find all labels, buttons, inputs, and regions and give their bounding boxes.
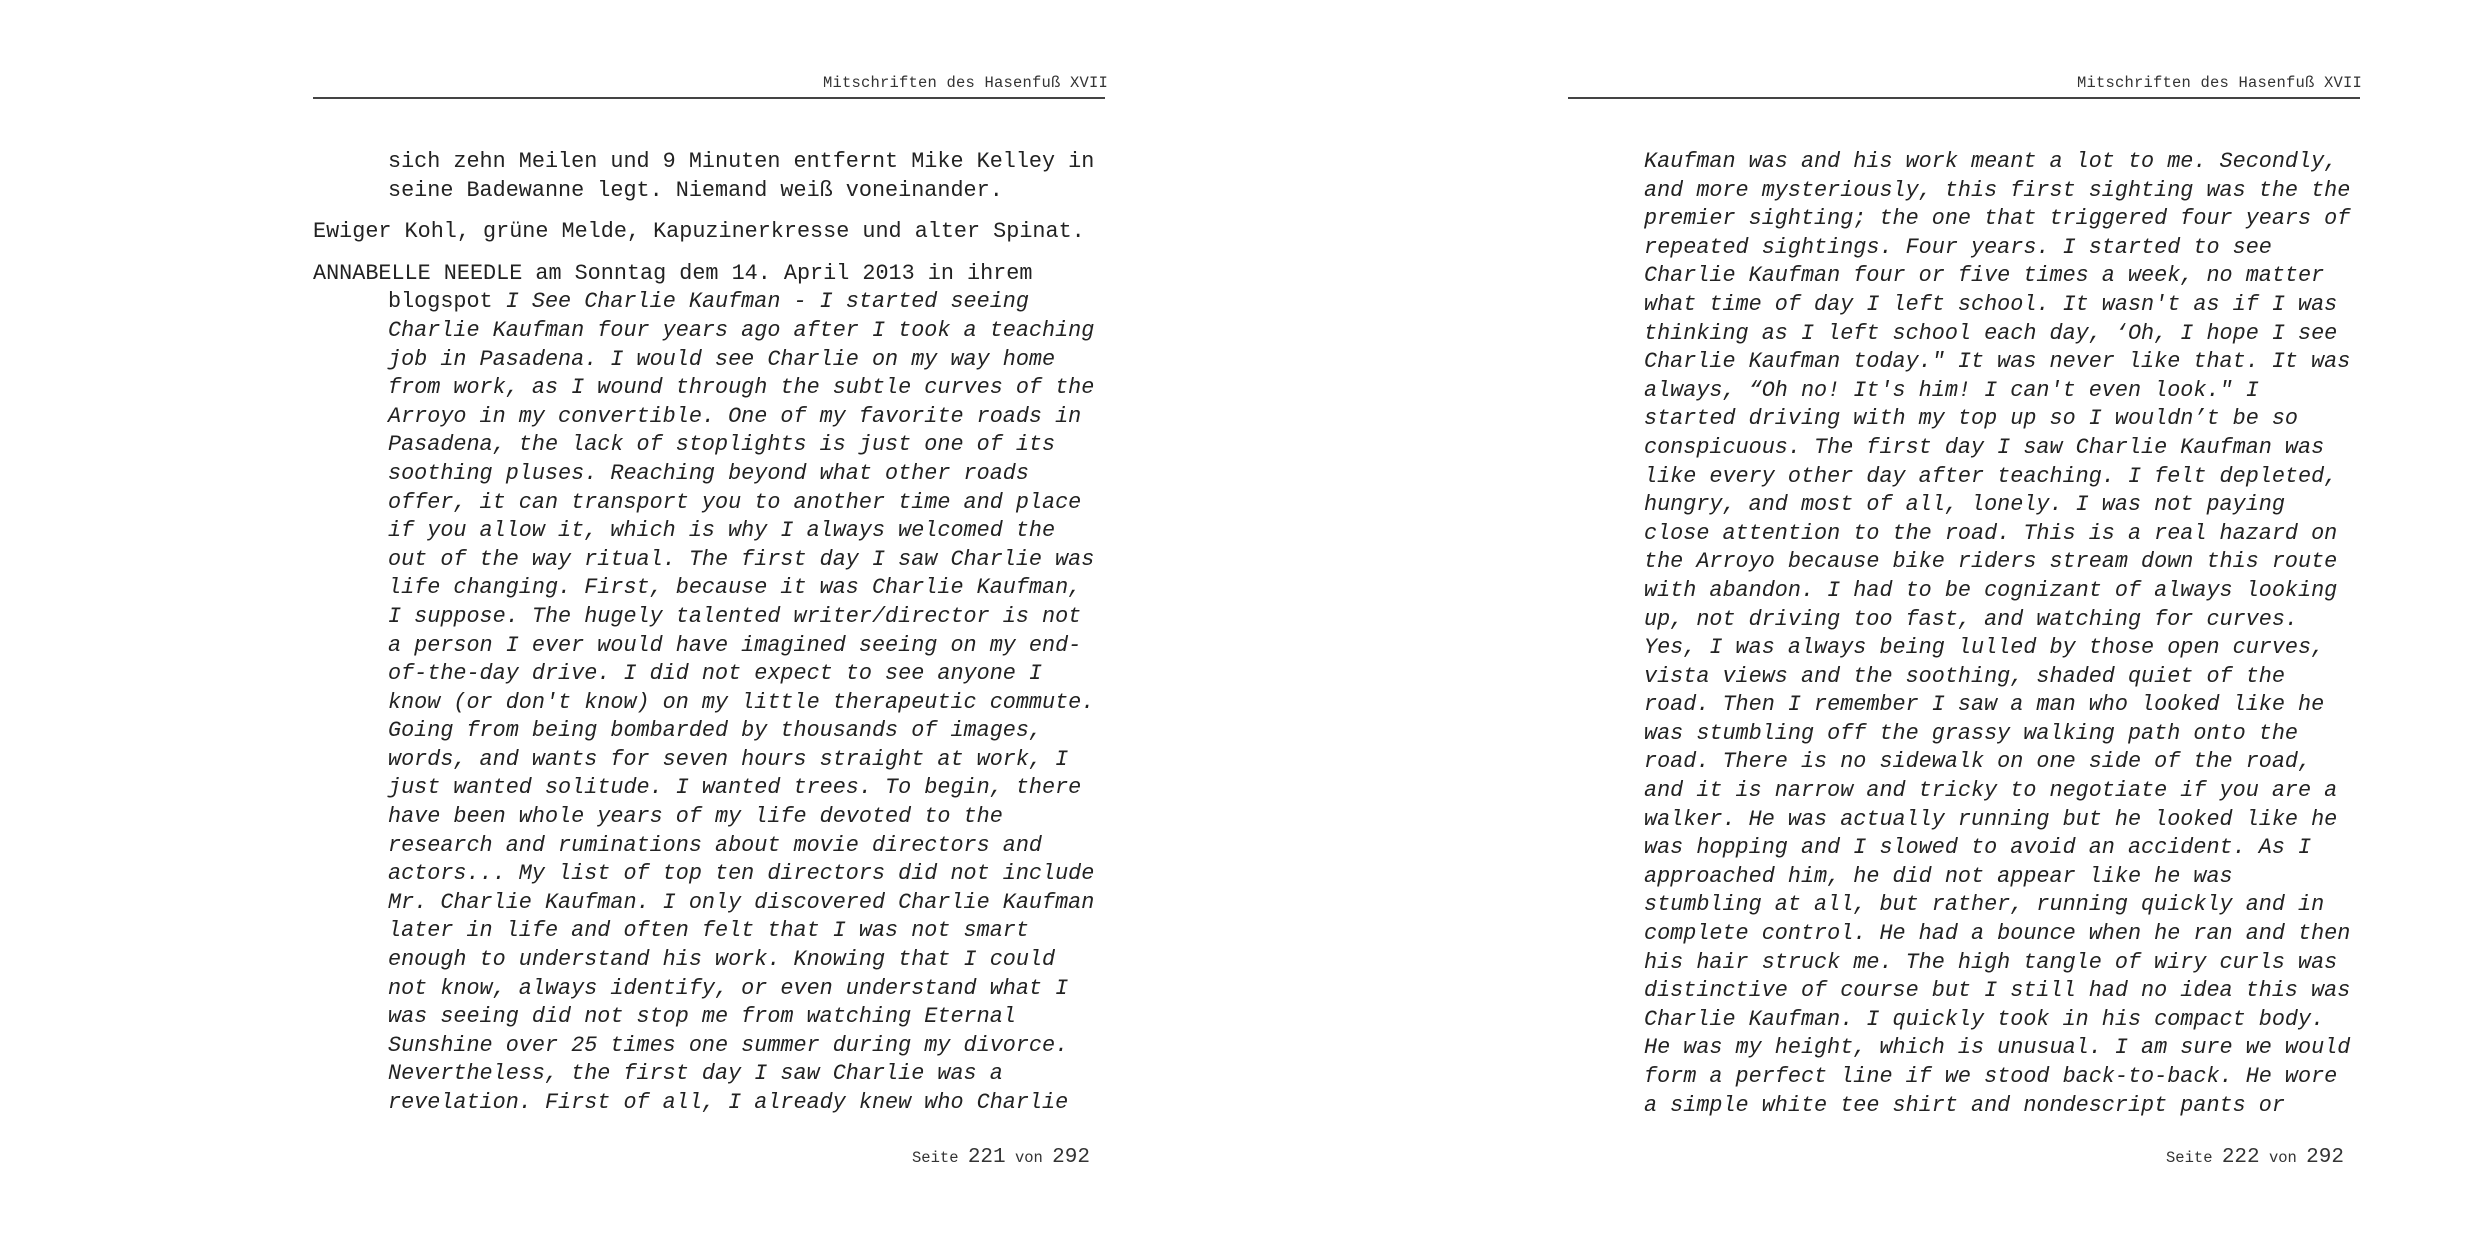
text-line: close attention to the road. This is a real hazard on [1644, 520, 2338, 546]
page-total: 292 [2306, 1146, 2344, 1169]
page-number [912, 1146, 1090, 1169]
text-line: Pasadena, the lack of stoplights is just one of its [388, 432, 1056, 458]
text-line: actors... My list of top ten directors did not include [388, 861, 1095, 887]
text-line: was hopping and I slowed to avoid an accident. As I [1644, 835, 2312, 861]
text-line: and it is narrow and tricky to negotiate if you are a [1644, 778, 2338, 804]
body-text [1644, 148, 2350, 1120]
text-line: He was my height, which is unusual. I am sure we would [1644, 1035, 2351, 1061]
page-label: Seite [2166, 1149, 2213, 1167]
text-line: later in life and often felt that I was not smart [388, 918, 1029, 944]
text-line: know (or don't know) on my little therapeutic commute. [388, 689, 1095, 715]
text-italic: I See Charlie Kaufman - I started seeing [505, 289, 1029, 315]
text-line: was stumbling off the grassy walking path onto the [1644, 720, 2299, 746]
text-line: complete control. He had a bounce when he ran and then [1644, 921, 2351, 947]
page-of-label: von [1014, 1149, 1043, 1167]
text-line: stumbling at all, but rather, running quickly and in [1644, 892, 2325, 918]
text-line: vista views and the soothing, shaded quiet of the [1644, 663, 2285, 689]
paragraph-continued [313, 148, 1094, 205]
text-line: of-the-day drive. I did not expect to see anyone I [388, 661, 1043, 687]
page-current: 222 [2221, 1146, 2260, 1169]
page-of-label: von [2268, 1149, 2297, 1167]
page-number [2166, 1146, 2344, 1169]
text-line: conspicuous. The first day I saw Charlie Kaufman was [1644, 434, 2325, 460]
text-line: road. There is no sidewalk on one side of the road, [1644, 749, 2312, 775]
running-head: Mitschriften des Hasenfuß XVII [823, 74, 1109, 92]
text-line: repeated sightings. Four years. I started to see [1644, 234, 2272, 260]
text-line: like every other day after teaching. I felt depleted, [1644, 463, 2338, 489]
text-line: always, “Oh no! It's him! I can't even look." I [1644, 377, 2259, 403]
text-line: Yes, I was always being lulled by those open curves, [1644, 635, 2325, 661]
text-line [388, 288, 1094, 317]
text-line: not know, always identify, or even understand what I [388, 975, 1069, 1001]
text-line: soothing pluses. Reaching beyond what other roads [388, 460, 1029, 486]
text-line: Kaufman was and his work meant a lot to me. Secondly, [1644, 149, 2338, 174]
text-line: life changing. First, because it was Charlie Kaufman, [388, 575, 1082, 601]
paragraph-vegetables: Ewiger Kohl, grüne Melde, Kapuzinerkresse und alter Spinat. [313, 219, 1085, 245]
text-line: distinctive of course but I still had no idea this was [1644, 978, 2351, 1004]
text-line: Charlie Kaufman today." It was never like that. It was [1644, 349, 2351, 375]
text-line: premier sighting; the one that triggered four years of [1644, 206, 2351, 232]
text-line: up, not driving too fast, and watching for curves. [1644, 606, 2299, 632]
text-line: from work, as I wound through the subtle curves of the [388, 375, 1095, 401]
text-line: seine Badewanne legt. Niemand weiß voneinander. [388, 177, 1003, 203]
text-line: I suppose. The hugely talented writer/director is not [388, 603, 1082, 629]
text-line: out of the way ritual. The first day I saw Charlie was [388, 546, 1095, 572]
text-line: Arroyo in my convertible. One of my favorite roads in [388, 403, 1082, 429]
blog-quote [313, 288, 1094, 1117]
text-line: with abandon. I had to be cognizant of always looking [1644, 577, 2338, 603]
text-line: walker. He was actually running but he looked like he [1644, 806, 2338, 832]
page-total: 292 [1052, 1146, 1090, 1169]
running-head: Mitschriften des Hasenfuß XVII [2077, 74, 2363, 92]
right-page [1240, 0, 2480, 1240]
text-line: his hair struck me. The high tangle of wiry curls was [1644, 949, 2338, 975]
text-line: revelation. First of all, I already knew who Charlie [388, 1090, 1069, 1115]
header-rule [1568, 97, 2360, 99]
text-line: Nevertheless, the first day I saw Charlie was a [388, 1061, 1003, 1087]
body-text [313, 148, 1094, 1118]
text-line: enough to understand his work. Knowing that I could [388, 947, 1056, 973]
text-line: have been whole years of my life devoted to the [388, 804, 1003, 830]
text-line: Charlie Kaufman four or five times a week, no matter [1644, 263, 2325, 289]
text-line: research and ruminations about movie directors and [388, 832, 1043, 858]
text-line: a person I ever would have imagined seeing on my end- [388, 632, 1082, 658]
text-line: was seeing did not stop me from watching Eternal [388, 1004, 1016, 1030]
text-line: and more mysteriously, this first sighting was the the [1644, 177, 2351, 203]
text-line: Going from being bombarded by thousands of images, [388, 718, 1043, 744]
page-label: Seite [912, 1149, 959, 1167]
text-line: road. Then I remember I saw a man who looked like he [1644, 692, 2325, 718]
text-line: started driving with my top up so I wouldn’t be so [1644, 406, 2299, 432]
text-line: hungry, and most of all, lonely. I was not paying [1644, 492, 2285, 518]
entry-heading-line: ANNABELLE NEEDLE am Sonntag dem 14. April 2013 in ihrem [313, 260, 1033, 286]
text-line: what time of day I left school. It wasn't as if I was [1644, 291, 2338, 317]
text-line: offer, it can transport you to another time and place [388, 489, 1082, 515]
text-line: words, and wants for seven hours straight at work, I [388, 746, 1069, 772]
text-line: the Arroyo because bike riders stream down this route [1644, 549, 2338, 575]
text-line: job in Pasadena. I would see Charlie on my way home [388, 346, 1056, 372]
text-line: just wanted solitude. I wanted trees. To begin, there [388, 775, 1082, 801]
text-line: Charlie Kaufman. I quickly took in his compact body. [1644, 1006, 2325, 1032]
text-line: a simple white tee shirt and nondescript pants or [1644, 1092, 2285, 1118]
header-rule [313, 97, 1105, 99]
text-line: approached him, he did not appear like he was [1644, 863, 2233, 889]
text-roman: blogspot [388, 289, 506, 315]
quote-lines [388, 317, 1094, 1118]
text-line: Sunshine over 25 times one summer during my divorce. [388, 1032, 1069, 1058]
text-line: thinking as I left school each day, ‘Oh, I hope I see [1644, 320, 2338, 346]
text-line: if you allow it, which is why I always welcomed the [388, 518, 1056, 544]
text-line: Charlie Kaufman four years ago after I took a teaching [388, 317, 1095, 343]
text-line: sich zehn Meilen und 9 Minuten entfernt Mike Kelley in [388, 149, 1095, 174]
page-current: 221 [967, 1146, 1006, 1169]
text-line: form a perfect line if we stood back-to-back. He wore [1644, 1064, 2338, 1089]
text-line: Mr. Charlie Kaufman. I only discovered Charlie Kaufman [388, 889, 1095, 915]
